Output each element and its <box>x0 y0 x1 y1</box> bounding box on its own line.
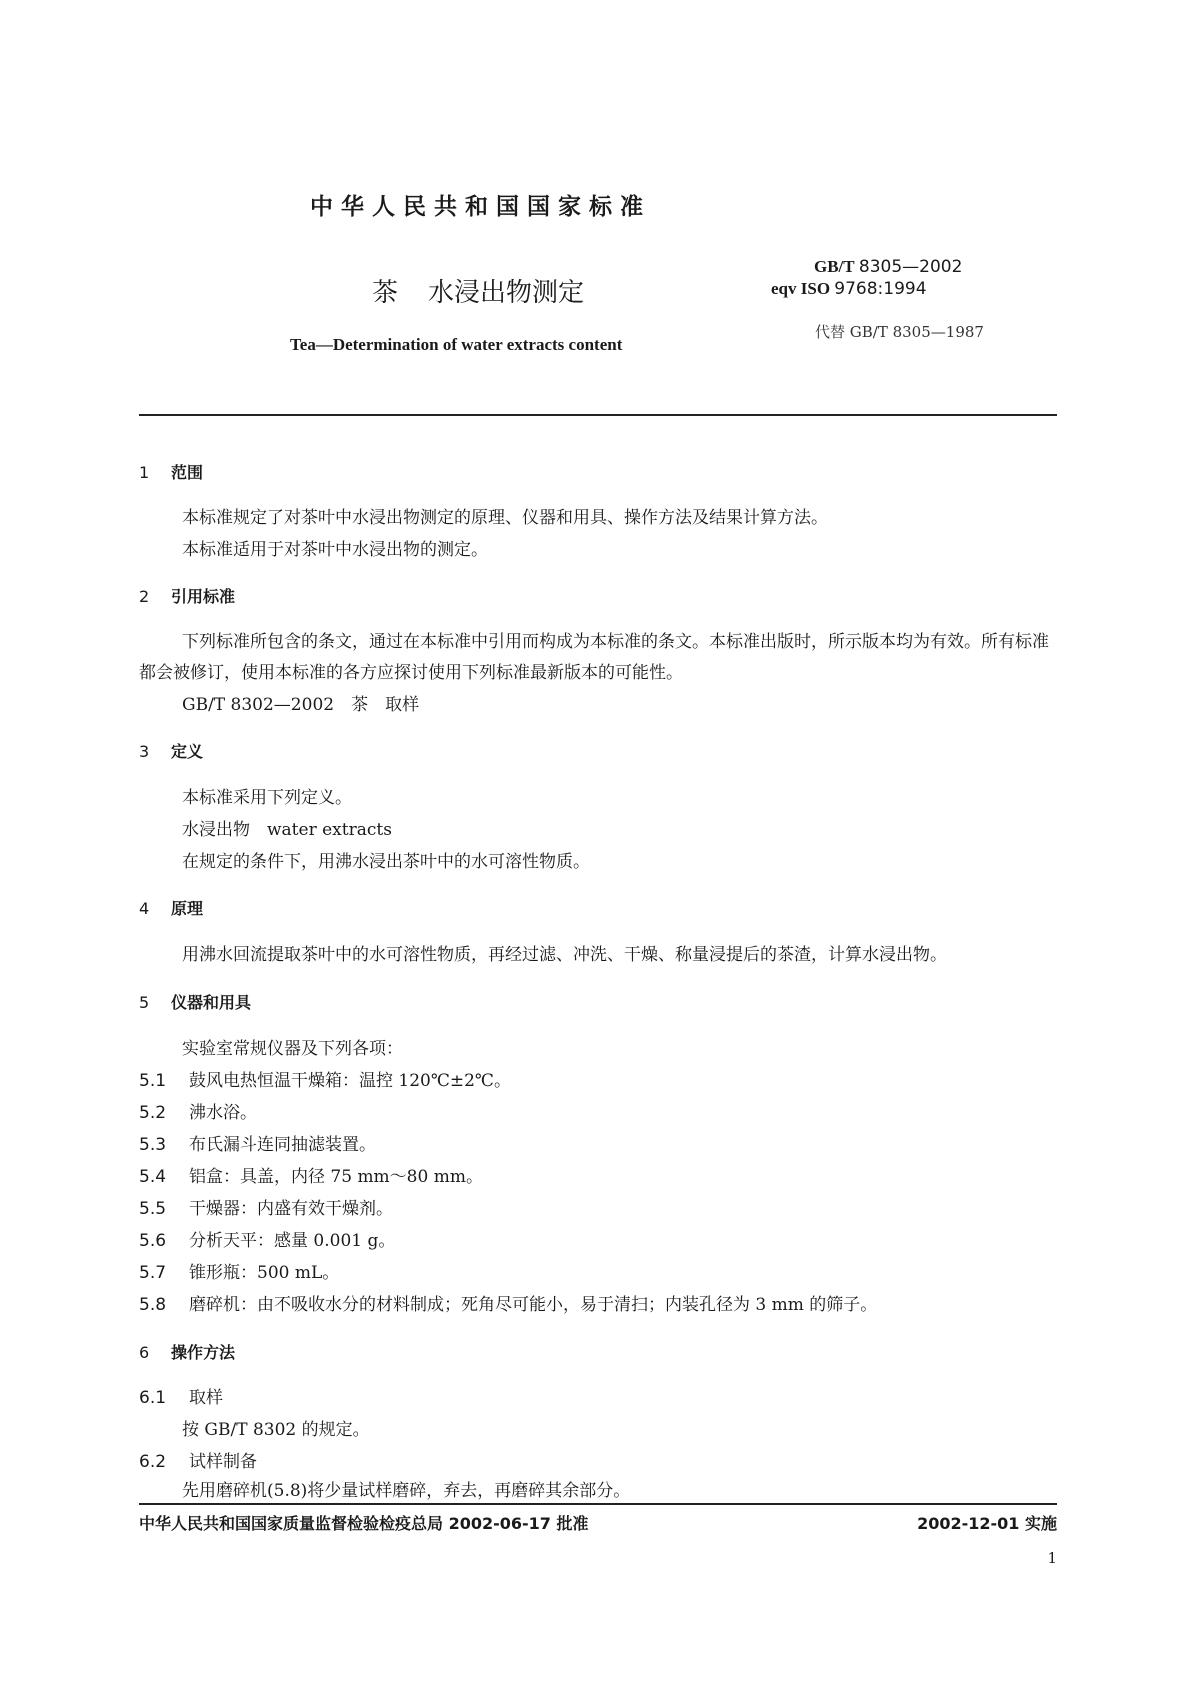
code-number: 8305—2002 <box>858 257 963 277</box>
section-6-2-heading: 6.2 试样制备 <box>139 1452 257 1472</box>
title-part2: 水浸出物测定 <box>428 278 585 308</box>
list-item: 5.8 磨碎机：由不吸收水分的材料制成；死角尽可能小，易于清扫；内装孔径为 3 mm 的筛子。 <box>139 1295 878 1315</box>
section-6-heading: 6 操作方法 <box>139 1343 236 1362</box>
standard-category: 中华人民共和国国家标准 <box>310 194 651 220</box>
list-item: 5.6 分析天平：感量 0.001 g。 <box>139 1231 396 1251</box>
issuer-approval: 中华人民共和国国家质量监督检验检疫总局 2002-06-17 批准 <box>139 1514 589 1533</box>
eqv-prefix: eqv ISO <box>771 279 831 298</box>
list-item: 5.2 沸水浴。 <box>139 1103 257 1123</box>
code-prefix: GB/T <box>814 257 855 276</box>
section-1-heading: 1 范围 <box>139 463 204 482</box>
eqv-number: 9768:1994 <box>834 279 927 299</box>
header-divider <box>139 414 1057 416</box>
document-title <box>372 272 584 309</box>
list-item: 5.5 干燥器：内盛有效干燥剂。 <box>139 1199 393 1219</box>
section-4-para-1: 用沸水回流提取茶叶中的水可溶性物质，再经过滤、冲洗、干燥、称量浸提后的茶渣，计算水浸出物。 <box>182 945 947 965</box>
english-title: Tea—Determination of water extracts content <box>290 335 623 354</box>
section-4-heading: 4 原理 <box>139 899 204 918</box>
section-5-intro: 实验室常规仪器及下列各项： <box>182 1039 403 1059</box>
effective-date: 2002-12-01 实施 <box>917 1514 1057 1533</box>
section-6-1-text: 按 GB/T 8302 的规定。 <box>182 1420 370 1440</box>
title-part1: 茶 <box>372 278 399 308</box>
section-3-para-1: 本标准采用下列定义。 <box>182 788 352 808</box>
replaces-note: 代替 GB/T 8305—1987 <box>815 323 984 341</box>
section-6-1-heading: 6.1 取样 <box>139 1388 223 1408</box>
section-2-para-1: 下列标准所包含的条文，通过在本标准中引用而构成为本标准的条文。本标准出版时，所示版本均为有效。所有标准都会被修订，使用本标准的各方应探讨使用下列标准最新版本的可能性。 <box>139 632 1049 683</box>
footer-divider <box>139 1503 1057 1505</box>
section-2-reference: GB/T 8302—2002 茶 取样 <box>182 695 420 715</box>
section-5-heading: 5 仪器和用具 <box>139 993 252 1012</box>
standard-code <box>771 256 963 300</box>
page-number: 1 <box>1047 1549 1057 1567</box>
list-item: 5.4 铝盒：具盖，内径 75 mm～80 mm。 <box>139 1167 483 1187</box>
section-1-para-2: 本标准适用于对茶叶中水浸出物的测定。 <box>182 540 488 560</box>
list-item: 5.1 鼓风电热恒温干燥箱：温控 120℃±2℃。 <box>139 1071 511 1091</box>
list-item: 5.7 锥形瓶：500 mL。 <box>139 1263 340 1283</box>
section-6-2-text: 先用磨碎机(5.8)将少量试样磨碎，弃去，再磨碎其余部分。 <box>182 1481 631 1501</box>
section-1-para-1: 本标准规定了对茶叶中水浸出物测定的原理、仪器和用具、操作方法及结果计算方法。 <box>182 508 828 528</box>
section-3-term: 水浸出物 water extracts <box>182 820 392 840</box>
list-item: 5.3 布氏漏斗连同抽滤装置。 <box>139 1135 376 1155</box>
section-3-definition: 在规定的条件下，用沸水浸出茶叶中的水可溶性物质。 <box>182 852 590 872</box>
section-2-heading: 2 引用标准 <box>139 587 236 606</box>
section-3-heading: 3 定义 <box>139 742 204 761</box>
